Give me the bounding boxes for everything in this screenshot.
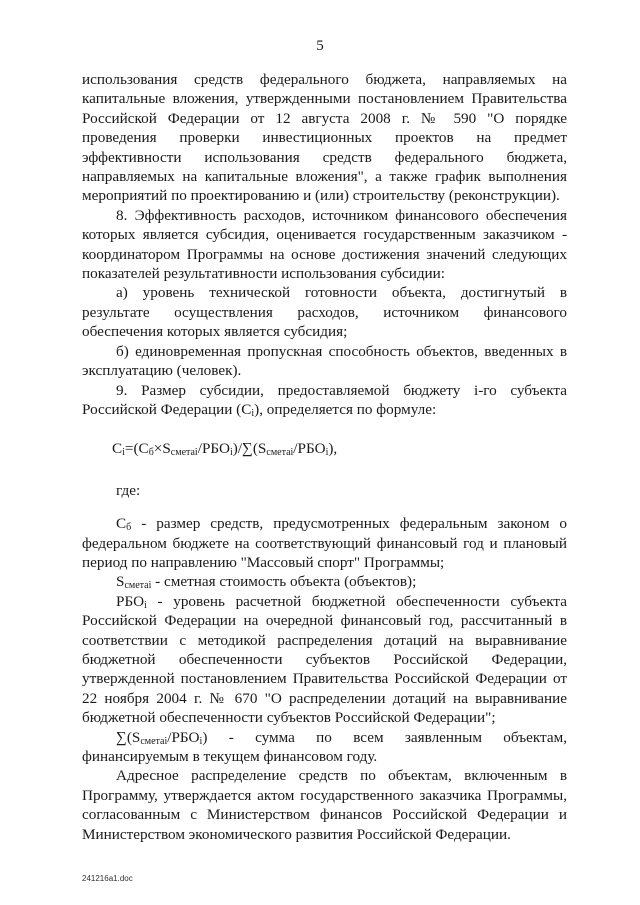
paragraph-address-distribution: Адресное распределение средств по объектам, включенным в Программу, утверждается актом государственного заказчика Программы, согласованным с Министерством финансов Российской Федерации и Министерством экономического развития Российской Федерации.: [82, 767, 567, 843]
paragraph-8b-capacity: б) единовременная пропускная способность объектов, введенных в эксплуатацию (человек).: [82, 342, 567, 380]
definition-rbo: $РБО_i$ - уровень расчетной бюджетной обеспеченности субъекта Российской Федерации на очередной финансовый год, рассчитанный в соответствии с методикой распределения дотаций на выравнивание бюджетной обеспеченности субъектов Российской Федерации, утвержденной постановлением Правительства Российской Федерации от 22 ноября 2004 г. № 670 "О распределении дотаций на выравнивание бюджетной обеспеченности субъектов Российской Федерации";: [82, 592, 567, 727]
footer-filename: 241216a1.doc: [82, 874, 133, 883]
paragraph-9-subsidy-size: 9. Размер субсидии, предоставляемой бюджету i-го субъекта Российской Федерации $(C_i)$, определяется по формуле:: [82, 381, 567, 419]
paragraph-capital-investments: использования средств федерального бюджета, направляемых на капитальные вложения, утвержденными постановлением Правительства Российской Федерации от 12 августа 2008 г. № 590 "О порядке проведения проверки инвестиционных проектов на предмет эффективности использования средств федерального бюджета, направляемых на капитальные вложения", а также график выполнения мероприятий по проектированию и (или) строительству (реконструкции).: [82, 71, 567, 205]
document-body: [82, 70, 567, 844]
where-label: где:: [116, 481, 141, 499]
page-number: 5: [316, 38, 324, 54]
definition-s-smeta: $S_{сметаi}$ - сметная стоимость объекта (объектов);: [116, 573, 417, 592]
definition-sum: $\sum(S_{сметаi}/РБО_i)$ - сумма по всем заявленным объектам, финансируемым в текущем финансовом году.: [82, 728, 567, 765]
subsidy-formula: $C_i=(C_б\times S_{сметаi}/РБО_i)/\sum(S_{сметаi}/РБО_i)$,: [112, 440, 338, 459]
definition-cb: $C_б$ - размер средств, предусмотренных федеральным законом о федеральном бюджете на соответствующий финансовый год и плановый период по направлению "Массовый спорт" Программы;: [82, 515, 567, 571]
paragraph-8a-readiness: а) уровень технической готовности объекта, достигнутый в результате осуществления расходов, источником финансового обеспечения которых является субсидия;: [82, 284, 567, 341]
paragraph-8-efficiency: 8. Эффективность расходов, источником финансового обеспечения которых является субсидия, оценивается государственным заказчиком - координатором Программы на основе достижения значений следующих показателей результативности использования субсидии:: [82, 206, 567, 283]
